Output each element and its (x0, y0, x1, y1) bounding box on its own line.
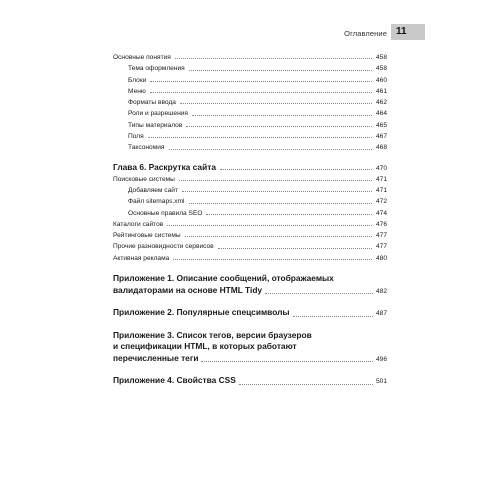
dot-leader (179, 180, 372, 181)
toc-entry-title: Блоки (128, 76, 147, 84)
appendix-title-line: валидаторами на основе HTML Tidy (113, 284, 263, 295)
toc-entry-page: 465 (375, 121, 387, 129)
appendix-page: 487 (375, 310, 387, 318)
toc-appendix[interactable] (113, 273, 387, 297)
toc-entry-page: 461 (375, 87, 387, 95)
toc-entry[interactable] (113, 253, 387, 264)
chapter-page: 470 (375, 164, 387, 172)
dot-leader (150, 92, 372, 93)
toc-entry[interactable] (113, 185, 387, 196)
toc-entry-page: 471 (375, 175, 387, 183)
toc-entry[interactable] (113, 208, 387, 219)
toc-entry-title: Тема оформления (128, 65, 185, 73)
dot-leader (173, 259, 372, 260)
appendix-page: 496 (375, 355, 387, 363)
dot-leader (218, 248, 372, 249)
dot-leader (293, 316, 373, 317)
appendix-title-line: Приложение 4. Свойства CSS (113, 375, 236, 386)
toc-entry-title: Рейтинговые системы (113, 232, 181, 240)
dot-leader (169, 149, 373, 150)
toc-entry-title: Каталоги сайтов (113, 220, 164, 228)
toc-entry-page: 477 (375, 243, 387, 251)
toc-entry-title: Основные правила SEO (128, 209, 203, 217)
toc-entry[interactable] (113, 86, 387, 97)
toc-entry[interactable] (113, 131, 387, 142)
appendix-page: 482 (375, 287, 387, 295)
toc-entry-page: 464 (375, 110, 387, 118)
dot-leader (186, 126, 372, 127)
dot-leader (265, 293, 373, 294)
toc-entry[interactable] (113, 142, 387, 153)
dot-leader (201, 361, 373, 362)
toc-entry[interactable] (113, 219, 387, 230)
dot-leader (182, 191, 372, 192)
appendix-title-line: Приложение 3. Список тегов, версии браузеров (113, 329, 312, 340)
toc-entry-page: 476 (375, 220, 387, 228)
toc-entry-page: 471 (375, 186, 387, 194)
toc-entry[interactable] (113, 52, 387, 63)
dot-leader (167, 225, 372, 226)
toc-entry-title: Меню (128, 87, 146, 95)
toc-entry-title: Таксономия (128, 144, 165, 152)
toc-entry-title: Основные понятия (113, 54, 171, 61)
dot-leader (180, 103, 372, 104)
toc-chapter[interactable] (113, 161, 387, 174)
toc-entry-title: Добавляем сайт (128, 186, 178, 194)
toc-entry-page: 458 (375, 54, 387, 61)
dot-leader (150, 81, 372, 82)
dot-leader (239, 384, 373, 385)
toc-entry-page: 468 (375, 144, 387, 152)
toc-entry-title: Форматы ввода (128, 99, 176, 107)
toc-entry[interactable] (113, 196, 387, 207)
toc-entry[interactable] (113, 97, 387, 108)
toc-entry[interactable] (113, 230, 387, 241)
toc-entry[interactable] (113, 241, 387, 252)
appendix-title-line: Приложение 2. Популярные спецсимволы (113, 307, 290, 318)
dot-leader (185, 236, 372, 237)
toc-entry-title: Активная реклама (113, 254, 170, 262)
toc-entry[interactable] (113, 120, 387, 131)
dot-leader (220, 169, 372, 170)
toc-entry[interactable] (113, 75, 387, 86)
page-number: 11 (391, 24, 425, 40)
appendix-title-line: и спецификации HTML, в которых работают (113, 341, 297, 352)
appendix-title-line: перечисленные теги (113, 352, 199, 363)
toc-entry-page: 462 (375, 99, 387, 107)
dot-leader (206, 214, 372, 215)
dot-leader (192, 115, 372, 116)
toc-entry-title: Типы материалов (128, 121, 183, 129)
toc-entry[interactable] (113, 108, 387, 119)
dot-leader (175, 58, 372, 59)
toc-entry-page: 474 (375, 209, 387, 217)
toc-entry-page: 467 (375, 133, 387, 141)
toc-entry-page: 477 (375, 232, 387, 240)
toc-entry-page: 458 (375, 65, 387, 73)
toc-entry-title: Прочие разновидности сервисов (113, 243, 214, 251)
toc-entry-title: Роли и разрешения (128, 110, 188, 118)
toc-entry-title: Файл sitemaps.xml (128, 198, 185, 206)
dot-leader (189, 70, 372, 71)
toc-entry-page: 480 (375, 254, 387, 262)
table-of-contents (113, 52, 387, 388)
toc-entry[interactable] (113, 63, 387, 74)
toc-entry-page: 472 (375, 198, 387, 206)
toc-entry-title: Поисковые системы (113, 175, 175, 183)
toc-appendix[interactable] (113, 375, 387, 388)
dot-leader (148, 137, 372, 138)
toc-entry-page: 460 (375, 76, 387, 84)
toc-entry[interactable] (113, 174, 387, 185)
dot-leader (189, 203, 372, 204)
appendix-page: 501 (375, 378, 387, 386)
running-header: Оглавление (344, 29, 387, 38)
toc-entry-title: Поля (128, 133, 144, 141)
appendix-title-line: Приложение 1. Описание сообщений, отображаемых (113, 273, 334, 284)
toc-appendix[interactable] (113, 307, 387, 320)
toc-appendix[interactable] (113, 330, 387, 366)
chapter-title: Глава 6. Раскрутка сайта (113, 161, 216, 172)
